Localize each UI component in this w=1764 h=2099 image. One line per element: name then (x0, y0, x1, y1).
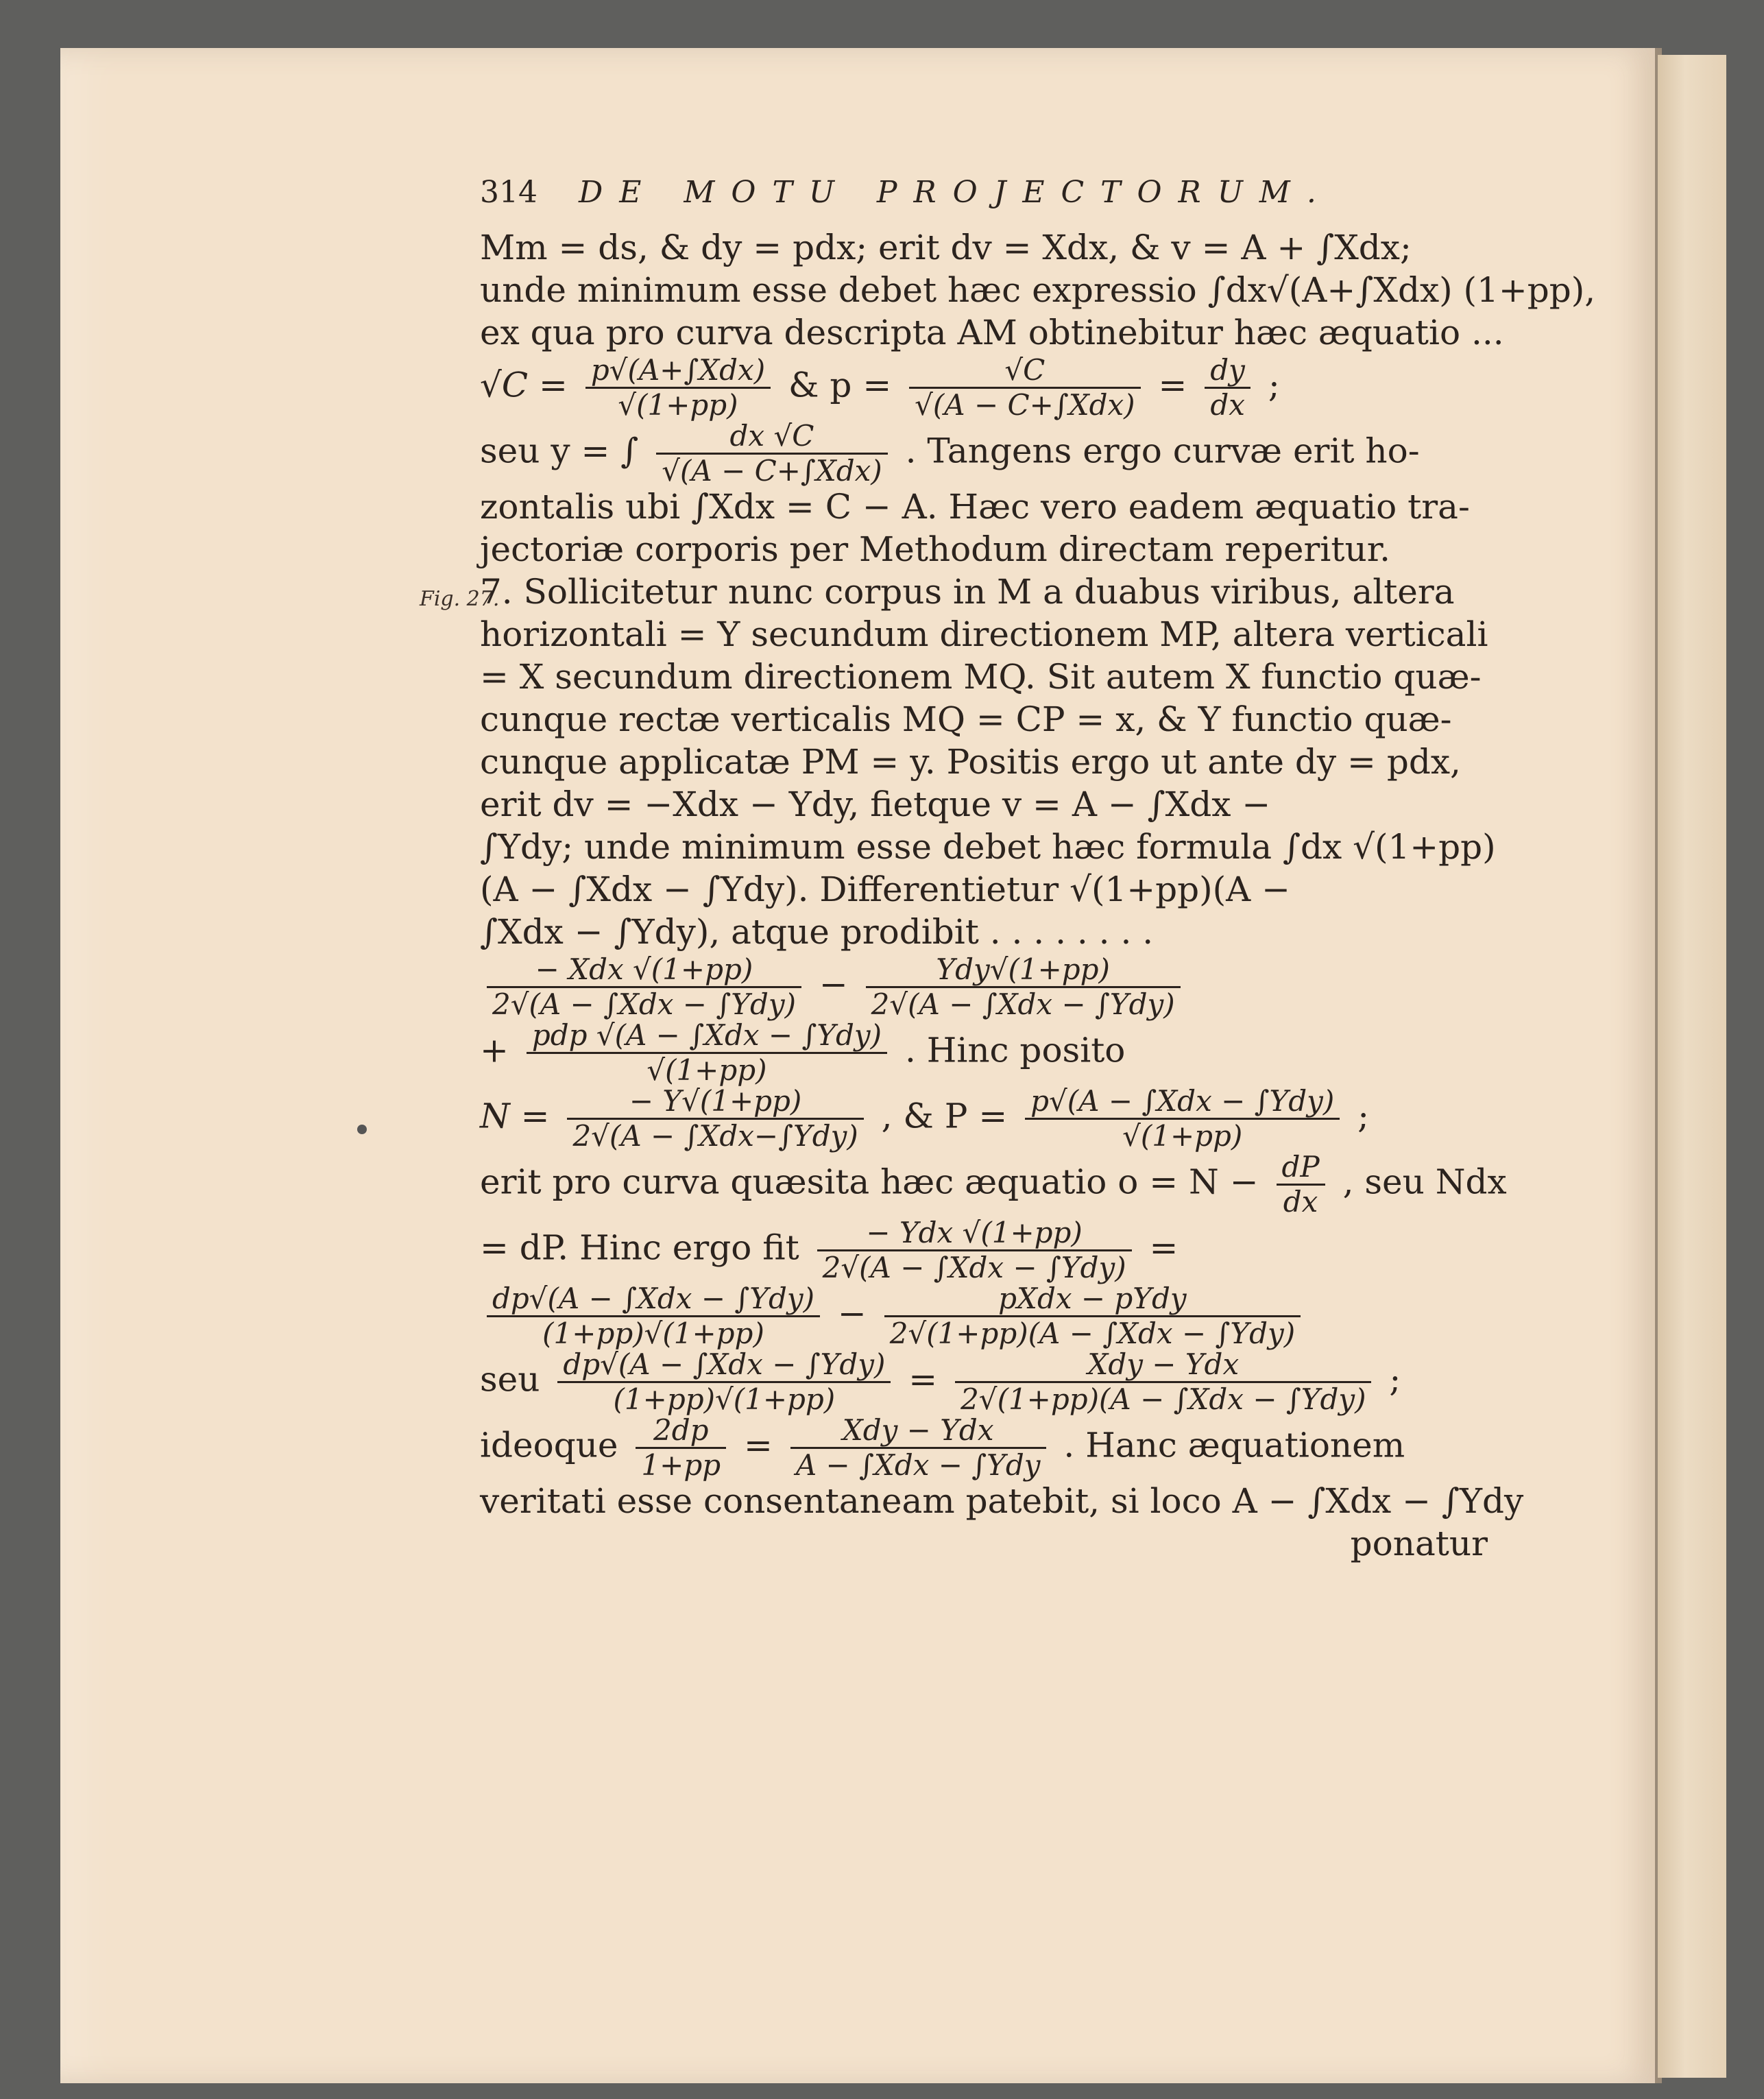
denominator: 2√(1+pp)(A − ∫Xdx − ∫Ydy) (889, 1317, 1296, 1350)
text-line: unde minimum esse debet hæc expressio ∫dx√(A+∫Xdx) (1+pp), (480, 270, 1596, 310)
numerator: pXdx − pYdy (884, 1282, 1301, 1317)
eq-term: ideoque (480, 1425, 618, 1465)
numerator: dp√(A − ∫Xdx − ∫Ydy) (487, 1282, 820, 1317)
fraction (817, 1216, 1132, 1284)
text-line: cunque applicatæ PM = y. Positis ergo ut ante dy = pdx, (480, 742, 1461, 782)
denominator: dx (1210, 388, 1245, 422)
denominator: 1+pp (641, 1448, 721, 1482)
denominator: √(A − C+∫Xdx) (662, 454, 882, 488)
equation (480, 1414, 1488, 1480)
page-number: 314 (480, 175, 537, 210)
text-line: 7. Sollicitetur nunc corpus in M a duabus viribus, altera (480, 572, 1455, 612)
eq-term: = (1158, 365, 1187, 405)
numerator: Xdy − Ydx (955, 1348, 1371, 1383)
eq-term: seu (480, 1359, 540, 1400)
denominator: dx (1283, 1185, 1318, 1219)
fraction (866, 953, 1181, 1021)
eq-term: , & P = (881, 1096, 1008, 1136)
denominator: √(A − C+∫Xdx) (915, 388, 1135, 422)
eq-term: = (1149, 1227, 1179, 1268)
eq-term: N = (480, 1096, 550, 1136)
eq-term: & p = (788, 365, 892, 405)
fraction (909, 354, 1140, 422)
text-line: ex qua pro curva descripta AM obtinebitur hæc æquatio ... (480, 313, 1504, 352)
running-title: DE MOTU PROJECTORUM. (578, 175, 1333, 210)
text-line: = X secundum directionem MQ. Sit autem X functio quæ- (480, 657, 1482, 697)
denominator: A − ∫Xdx − ∫Ydy (795, 1448, 1041, 1482)
text-line: Mm = ds, & dy = pdx; erit dv = Xdx, & v = A + ∫Xdx; (480, 228, 1412, 267)
equation (480, 354, 1488, 420)
eq-term: . Hanc æquationem (1063, 1425, 1405, 1465)
equation (480, 1282, 1488, 1348)
denominator: 2√(A − ∫Xdx − ∫Ydy) (822, 1251, 1126, 1284)
numerator: pdp √(A − ∫Xdx − ∫Ydy) (527, 1019, 887, 1054)
eq-term: ; (1389, 1359, 1401, 1400)
fraction (636, 1414, 726, 1482)
catchword: ponatur (1350, 1524, 1488, 1563)
eq-term: . Hinc posito (904, 1030, 1126, 1070)
margin-mark (357, 1125, 367, 1134)
numerator: Ydy√(1+pp) (866, 953, 1181, 988)
eq-term: + (480, 1030, 509, 1070)
denominator: √(1+pp) (647, 1053, 767, 1087)
running-header (480, 171, 1488, 226)
eq-term: seu y = ∫ (480, 431, 639, 471)
denominator: (1+pp)√(1+pp) (613, 1382, 836, 1416)
equation (480, 1150, 1507, 1219)
text-line: horizontali = Y secundum directionem MP, altera verticali (480, 614, 1488, 654)
fraction (1277, 1151, 1325, 1219)
fraction (585, 354, 771, 422)
equation (480, 1216, 1488, 1282)
denominator: (1+pp)√(1+pp) (542, 1317, 764, 1350)
text-line: ∫Ydy; unde minimum esse debet hæc formula ∫dx √(1+pp) (480, 827, 1496, 867)
numerator: dy (1205, 354, 1250, 389)
fraction (884, 1282, 1301, 1350)
numerator: p√(A − ∫Xdx − ∫Ydy) (1025, 1085, 1340, 1120)
text-line: jectoriæ corporis per Methodum directam reperitur. (480, 529, 1391, 569)
page-text (480, 171, 1596, 1565)
next-page-edge (1658, 55, 1726, 2078)
numerator: − Y√(1+pp) (567, 1085, 863, 1120)
eq-term: = dP. Hinc ergo fit (480, 1227, 799, 1268)
numerator: √C (909, 354, 1140, 389)
eq-term: √C = (480, 365, 568, 405)
denominator: √(1+pp) (1122, 1119, 1243, 1153)
fraction (567, 1085, 863, 1153)
numerator: dx √C (656, 420, 887, 455)
numerator: 2dp (636, 1414, 726, 1449)
fraction (1205, 354, 1250, 422)
fraction (1025, 1085, 1340, 1153)
eq-term: ; (1357, 1096, 1370, 1136)
denominator: 2√(A − ∫Xdx − ∫Ydy) (492, 987, 796, 1021)
margin-note: Fig. 27. (420, 587, 500, 611)
numerator: dP (1277, 1151, 1325, 1186)
denominator: 2√(A − ∫Xdx − ∫Ydy) (871, 987, 1175, 1021)
numerator: Xdy − Ydx (790, 1414, 1046, 1449)
eq-term: erit pro curva quæsita hæc æquatio o = N − (480, 1162, 1259, 1202)
fraction (487, 953, 801, 1021)
eq-term: = (908, 1359, 938, 1400)
numerator: p√(A+∫Xdx) (585, 354, 771, 389)
fraction (955, 1348, 1371, 1416)
text-line: veritati esse consentaneam patebit, si loco A − ∫Xdx − ∫Ydy (480, 1481, 1524, 1521)
fraction (487, 1282, 820, 1350)
denominator: 2√(A − ∫Xdx−∫Ydy) (572, 1119, 858, 1153)
eq-term: − (837, 1293, 867, 1334)
fraction (656, 420, 887, 488)
numerator: dp√(A − ∫Xdx − ∫Ydy) (557, 1348, 891, 1383)
equation (480, 953, 1488, 1019)
fraction (527, 1019, 887, 1087)
eq-term: , seu Ndx (1342, 1162, 1507, 1202)
denominator: √(1+pp) (618, 388, 738, 422)
equation (480, 1348, 1488, 1414)
eq-term: − (819, 964, 848, 1005)
eq-term: ; (1268, 365, 1280, 405)
equation (480, 419, 1488, 488)
text-line: ∫Xdx − ∫Ydy), atque prodibit . . . . . . . . (480, 912, 1154, 952)
text-line: erit dv = −Xdx − Ydy, fietque v = A − ∫Xdx − (480, 784, 1271, 824)
text-line: cunque rectæ verticalis MQ = CP = x, & Y functio quæ- (480, 699, 1452, 739)
fraction (790, 1414, 1046, 1482)
eq-term: . Tangens ergo curvæ erit ho- (905, 431, 1420, 471)
equation (480, 1019, 1488, 1085)
text-line: zontalis ubi ∫Xdx = C − A. Hæc vero eadem æquatio tra- (480, 487, 1470, 527)
fraction (557, 1348, 891, 1416)
numerator: − Xdx √(1+pp) (487, 953, 801, 988)
eq-term: = (744, 1425, 773, 1465)
text-line: (A − ∫Xdx − ∫Ydy). Differentietur √(1+pp)(A − (480, 869, 1291, 909)
numerator: − Ydx √(1+pp) (817, 1216, 1132, 1251)
denominator: 2√(1+pp)(A − ∫Xdx − ∫Ydy) (960, 1382, 1366, 1416)
equation (480, 1085, 1488, 1151)
